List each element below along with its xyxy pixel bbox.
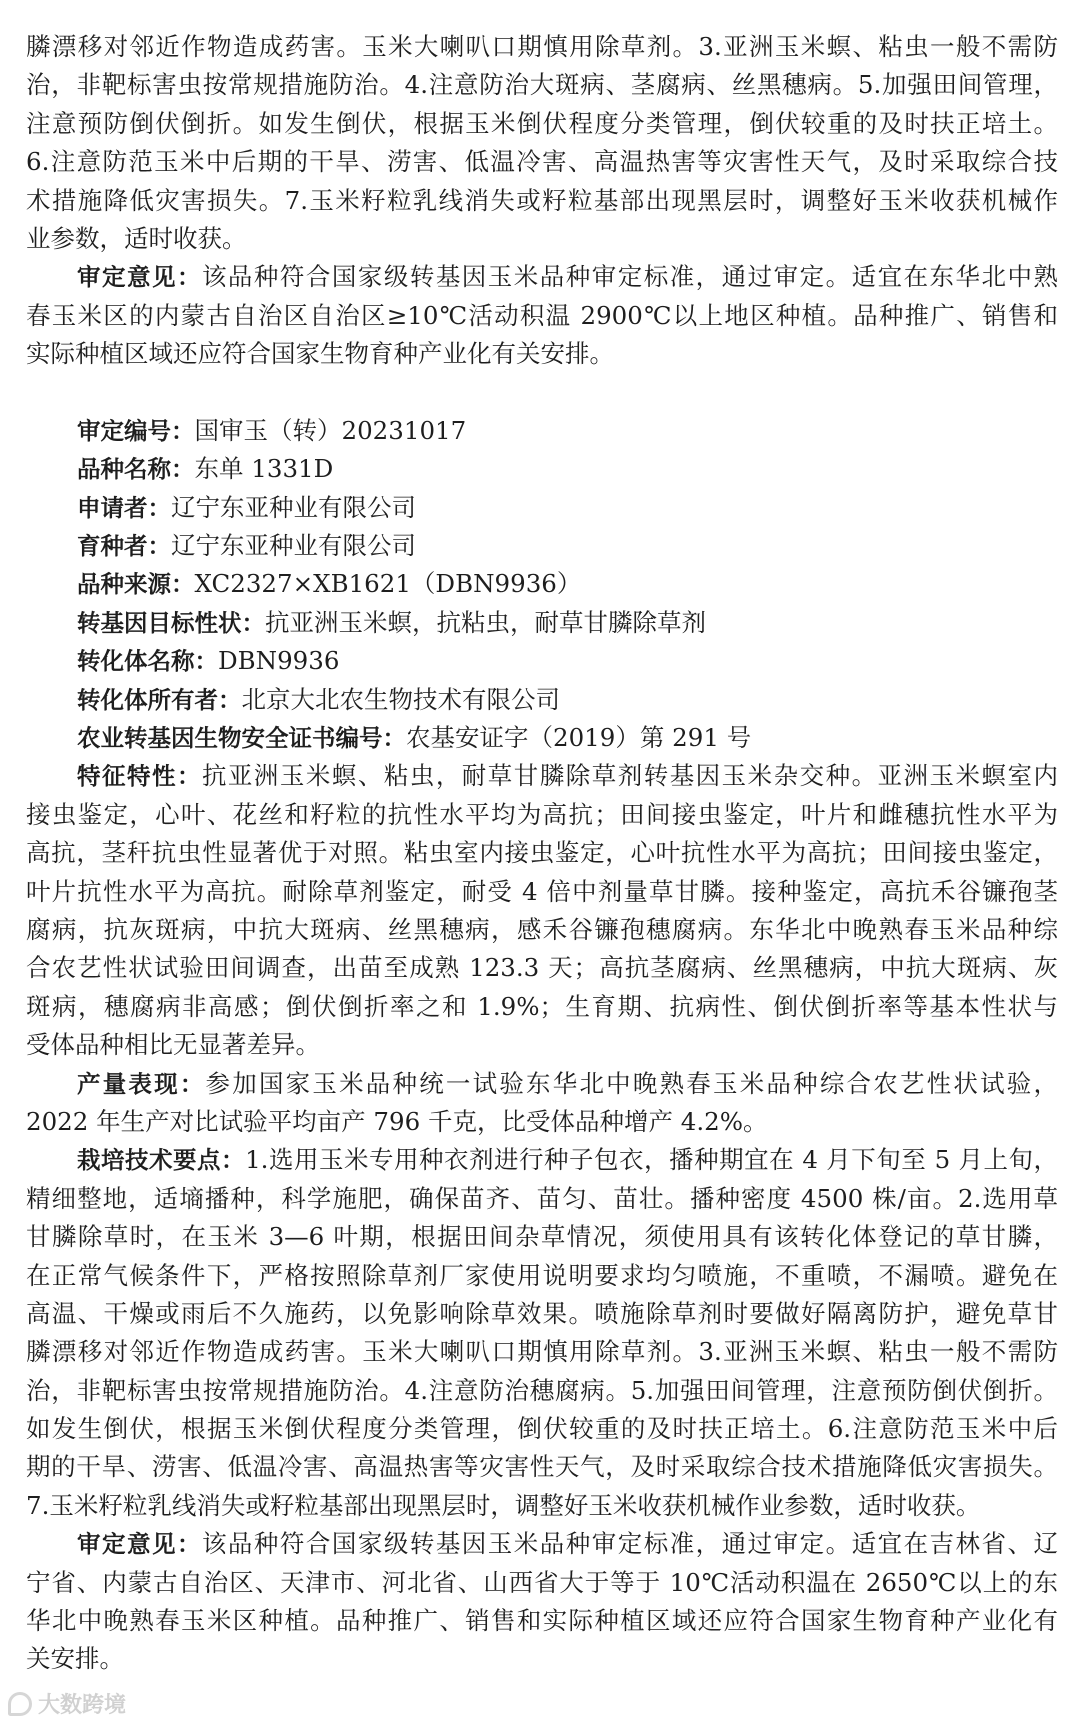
text-line xyxy=(26,873,1058,911)
line-text: 治，非靶标害虫按常规措施防治。4.注意防治大斑病、茎腐病、丝黑穗病。5.加强田间管理， xyxy=(26,70,1058,100)
text-line xyxy=(26,834,1058,872)
field-label: 品种名称： xyxy=(77,455,195,484)
text-line xyxy=(26,1026,1058,1064)
field-label: 审定意见： xyxy=(77,1530,202,1559)
text-line xyxy=(26,1410,1058,1448)
text-line xyxy=(26,1564,1058,1602)
watermark-text: 大数跨境 xyxy=(38,1693,127,1718)
line-text: 关安排。 xyxy=(26,1644,124,1674)
field-label: 特征特性： xyxy=(77,762,202,791)
text-line xyxy=(26,911,1058,949)
line-text: 如发生倒伏，根据玉米倒伏程度分类管理，倒伏较重的及时扶正培土。6.注意防范玉米中后 xyxy=(26,1414,1058,1444)
text-line xyxy=(26,1640,1058,1678)
text-line xyxy=(26,1065,1058,1103)
text-line xyxy=(26,1218,1058,1256)
line-text: 合农艺性状试验田间调查，出苗至成熟 123.3 天；高抗茎腐病、丝黑穗病，中抗大斑病、灰 xyxy=(26,953,1058,983)
line-text: 接虫鉴定，心叶、花丝和籽粒的抗性水平均为高抗；田间接虫鉴定，叶片和雌穗抗性水平为 xyxy=(26,799,1058,829)
line-text: 辽宁东亚种业有限公司 xyxy=(171,531,416,561)
line-text: 1.选用玉米专用种衣剂进行种子包衣，播种期宜在 4 月下旬至 5 月上旬， xyxy=(245,1145,1058,1175)
text-line xyxy=(26,1602,1058,1640)
line-text: 参加国家玉米品种统一试验东华北中晚熟春玉米品种综合农艺性状试验， xyxy=(205,1068,1058,1098)
line-text: 术措施降低灾害损失。7.玉米籽粒乳线消失或籽粒基部出现黑层时，调整好玉米收获机械作 xyxy=(26,185,1058,215)
text-line xyxy=(26,1257,1058,1295)
section-gap xyxy=(26,374,1058,412)
line-text: 抗亚洲玉米螟，抗粘虫，耐草甘膦除草剂 xyxy=(265,607,706,637)
text-line xyxy=(26,297,1058,335)
field-label: 品种来源： xyxy=(77,570,195,599)
text-line xyxy=(26,66,1058,104)
text-line xyxy=(26,1525,1058,1563)
line-text: 6.注意防范玉米中后期的干旱、涝害、低温冷害、高温热害等灾害性天气，及时采取综合技 xyxy=(26,147,1058,177)
text-line xyxy=(26,335,1058,373)
line-text: 治，非靶标害虫按常规措施防治。4.注意防治穗腐病。5.加强田间管理，注意预防倒伏倒折。 xyxy=(26,1375,1058,1405)
line-text: 高抗，茎秆抗虫性显著优于对照。粘虫室内接虫鉴定，心叶抗性水平为高抗；田间接虫鉴定， xyxy=(26,838,1058,868)
text-line xyxy=(26,988,1058,1026)
line-text: 期的干旱、涝害、低温冷害、高温热害等灾害性天气，及时采取综合技术措施降低灾害损失。 xyxy=(26,1452,1058,1482)
line-text: 春玉米区的内蒙古自治区自治区≥10℃活动积温 2900℃以上地区种植。品种推广、销售和 xyxy=(26,300,1058,330)
line-text: 甘膦除草时，在玉米 3—6 叶期，根据田间杂草情况，须使用具有该转化体登记的草甘膦， xyxy=(26,1222,1058,1252)
text-line xyxy=(26,28,1058,66)
field-label: 农业转基因生物安全证书编号： xyxy=(77,724,406,753)
text-line xyxy=(26,1295,1058,1333)
watermark xyxy=(8,1688,126,1719)
text-line xyxy=(26,757,1058,795)
line-text: 华北中晚熟春玉米区种植。品种推广、销售和实际种植区域还应符合国家生物育种产业化有 xyxy=(26,1606,1058,1636)
line-text: 北京大北农生物技术有限公司 xyxy=(241,684,560,714)
line-text: 高温、干燥或雨后不久施药，以免影响除草效果。喷施除草剂时要做好隔离防护，避免草甘 xyxy=(26,1298,1058,1328)
text-line xyxy=(26,681,1058,719)
field-label: 转化体所有者： xyxy=(77,685,242,714)
text-line xyxy=(26,1372,1058,1410)
line-text: 注意预防倒伏倒折。如发生倒伏，根据玉米倒伏程度分类管理，倒伏较重的及时扶正培土。 xyxy=(26,108,1058,138)
line-text: XC2327×XB1621（DBN9936） xyxy=(194,569,582,599)
text-line xyxy=(26,220,1058,258)
text-line xyxy=(26,105,1058,143)
text-line xyxy=(26,949,1058,987)
text-line xyxy=(26,143,1058,181)
line-text: 斑病，穗腐病非高感；倒伏倒折率之和 1.9%；生育期、抗病性、倒伏倒折率等基本性状与 xyxy=(26,991,1058,1021)
line-text: 膦漂移对邻近作物造成药害。玉米大喇叭口期慎用除草剂。3.亚洲玉米螟、粘虫一般不需防 xyxy=(26,32,1058,61)
field-label: 审定编号： xyxy=(77,416,195,445)
section-0 xyxy=(26,28,1058,374)
text-line xyxy=(26,1103,1058,1141)
field-label: 产量表现： xyxy=(77,1069,206,1098)
text-line xyxy=(26,1487,1058,1525)
text-line xyxy=(26,1180,1058,1218)
text-line xyxy=(26,182,1058,220)
line-text: 叶片抗性水平为高抗。耐除草剂鉴定，耐受 4 倍中剂量草甘膦。接种鉴定，高抗禾谷镰孢茎 xyxy=(26,876,1058,906)
text-line xyxy=(26,450,1058,488)
line-text: 实际种植区域还应符合国家生物育种产业化有关安排。 xyxy=(26,339,614,369)
line-text: 该品种符合国家级转基因玉米品种审定标准，通过审定。适宜在东华北中熟 xyxy=(201,262,1058,292)
text-line xyxy=(26,719,1058,757)
line-text: 东单 1331D xyxy=(194,454,334,484)
line-text: 受体品种相比无显著差异。 xyxy=(26,1030,320,1060)
field-label: 育种者： xyxy=(77,532,171,561)
field-label: 转基因目标性状： xyxy=(77,608,265,637)
field-label: 审定意见： xyxy=(77,263,202,292)
field-label: 栽培技术要点： xyxy=(77,1146,246,1175)
line-text: 7.玉米籽粒乳线消失或籽粒基部出现黑层时，调整好玉米收获机械作业参数，适时收获。 xyxy=(26,1490,981,1520)
text-line xyxy=(26,412,1058,450)
field-label: 申请者： xyxy=(77,493,171,522)
text-line xyxy=(26,1141,1058,1179)
text-line xyxy=(26,604,1058,642)
line-text: 辽宁东亚种业有限公司 xyxy=(171,492,416,522)
line-text: 精细整地，适墒播种，科学施肥，确保苗齐、苗匀、苗壮。播种密度 4500 株/亩。2.选用草 xyxy=(26,1183,1058,1213)
line-text: 国审玉（转）20231017 xyxy=(194,415,467,445)
line-text: 农基安证字（2019）第 291 号 xyxy=(406,723,752,753)
line-text: DBN9936 xyxy=(218,646,340,676)
text-line xyxy=(26,565,1058,603)
line-text: 在正常气候条件下，严格按照除草剂厂家使用说明要求均匀喷施，不重喷，不漏喷。避免在 xyxy=(26,1260,1058,1290)
text-line xyxy=(26,642,1058,680)
text-line xyxy=(26,527,1058,565)
line-text: 宁省、内蒙古自治区、天津市、河北省、山西省大于等于 10℃活动积温在 2650℃以上的东 xyxy=(26,1567,1058,1597)
line-text: 膦漂移对邻近作物造成药害。玉米大喇叭口期慎用除草剂。3.亚洲玉米螟、粘虫一般不需防 xyxy=(26,1337,1058,1367)
field-label: 转化体名称： xyxy=(77,647,218,676)
text-line xyxy=(26,1333,1058,1371)
document-body xyxy=(26,28,1058,1679)
watermark-logo-icon xyxy=(8,1692,32,1716)
line-text: 业参数，适时收获。 xyxy=(26,223,247,253)
line-text: 腐病，抗灰斑病，中抗大斑病、丝黑穗病，感禾谷镰孢穗腐病。东华北中晚熟春玉米品种综 xyxy=(26,914,1058,944)
section-1 xyxy=(26,412,1058,1679)
line-text: 2022 年生产对比试验平均亩产 796 千克，比受体品种增产 4.2%。 xyxy=(26,1106,768,1136)
text-line xyxy=(26,489,1058,527)
text-line xyxy=(26,796,1058,834)
line-text: 该品种符合国家级转基因玉米品种审定标准，通过审定。适宜在吉林省、辽 xyxy=(201,1529,1058,1559)
text-line xyxy=(26,258,1058,296)
text-line xyxy=(26,1448,1058,1486)
line-text: 抗亚洲玉米螟、粘虫，耐草甘膦除草剂转基因玉米杂交种。亚洲玉米螟室内 xyxy=(201,761,1058,791)
